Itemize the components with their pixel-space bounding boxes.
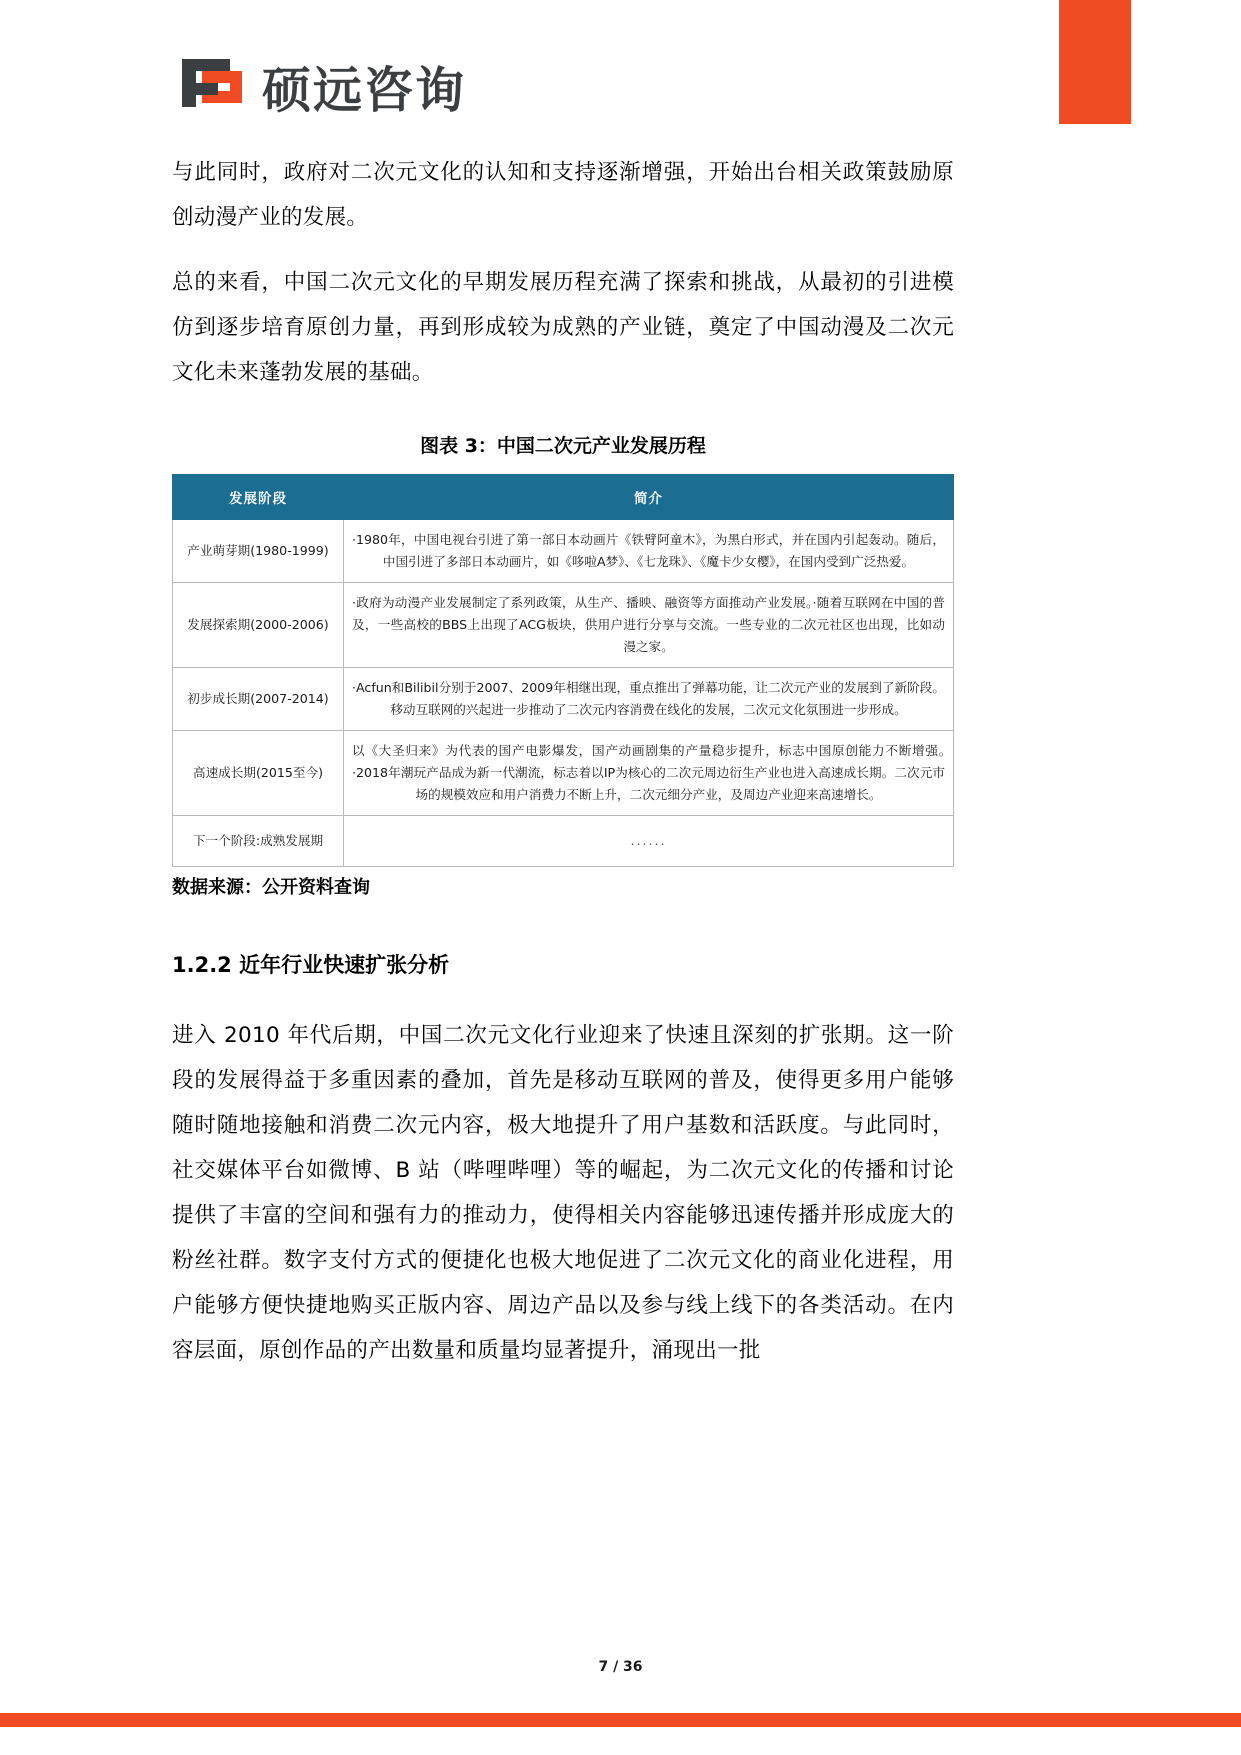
table-row — [173, 520, 954, 583]
data-source-note: 数据来源：公开资料查询 — [172, 877, 370, 898]
exhibit-table — [172, 474, 954, 867]
page-number: 7 / 36 — [598, 1659, 643, 1675]
table-row — [173, 668, 954, 731]
table-row — [173, 731, 954, 816]
cell-description: ·政府为动漫产业发展制定了系列政策，从生产、播映、融资等方面推动产业发展。·随着互联网在中国的普及，一些高校的BBS上出现了ACG板块，供用户进行分享与交流。一些专业的二次元社区也出现，比如动漫之家。 — [344, 583, 954, 668]
cell-description: ·Acfun和Bilibil分别于2007、2009年相继出现，重点推出了弹幕功能，让二次元产业的发展到了新阶段。移动互联网的兴起进一步推动了二次元内容消费在线化的发展，二次元文化氛围进一步形成。 — [344, 668, 954, 731]
section-heading: 1.2.2 近年行业快速扩张分析 — [172, 953, 450, 977]
cell-stage: 高速成长期(2015至今) — [173, 731, 344, 816]
section-paragraph: 进入 2010 年代后期，中国二次元文化行业迎来了快速且深刻的扩张期。这一阶段的发展得益于多重因素的叠加，首先是移动互联网的普及，使得更多用户能够随时随地接触和消费二次元内容，极大地提升了用户基数和活跃度。与此同时，社交媒体平台如微博、B 站（哔哩哔哩）等的崛起，为二次元文化的传播和讨论提供了丰富的空间和强有力的推动力，使得相关内容能够迅速传播并形成庞大的粉丝社群。数字支付方式的便捷化也极大地促进了二次元文化的商业化进程，用户能够方便快捷地购买正版内容、周边产品以及参与线上线下的各类活动。在内容层面，原创作品的产出数量和质量均显著提升，涌现出一批 — [172, 1023, 954, 1363]
cell-stage: 发展探索期(2000-2006) — [173, 583, 344, 668]
paragraph-1: 与此同时，政府对二次元文化的认知和支持逐渐增强，开始出台相关政策鼓励原创动漫产业的发展。 — [172, 160, 954, 230]
table-row — [173, 583, 954, 668]
company-logo — [180, 52, 466, 122]
column-header-description: 简介 — [344, 475, 954, 520]
cell-stage: 下一个阶段:成熟发展期 — [173, 816, 344, 867]
logo-wordmark: 硕远咨询 — [262, 62, 467, 119]
table-header-row — [173, 475, 954, 520]
page-content — [172, 150, 954, 1393]
table-row — [173, 816, 954, 867]
logo-mark-icon — [180, 57, 246, 117]
footer-accent-bar — [0, 1713, 1241, 1727]
paragraph-2: 总的来看，中国二次元文化的早期发展历程充满了探索和挑战，从最初的引进模仿到逐步培育原创力量，再到形成较为成熟的产业链，奠定了中国动漫及二次元文化未来蓬勃发展的基础。 — [172, 270, 954, 385]
cell-description: 以《大圣归来》为代表的国产电影爆发，国产动画剧集的产量稳步提升，标志中国原创能力不断增强。·2018年潮玩产品成为新一代潮流，标志着以IP为核心的二次元周边衍生产业也进入高速成长期。二次元市场的规模效应和用户消费力不断上升，二次元细分产业，及周边产业迎来高速增长。 — [344, 731, 954, 816]
exhibit-caption: 图表 3：中国二次元产业发展历程 — [420, 435, 706, 457]
cell-description: ·1980年，中国电视台引进了第一部日本动画片《铁臂阿童木》，为黑白形式，并在国内引起轰动。随后，中国引进了多部日本动画片，如《哆啦A梦》、《七龙珠》、《魔卡少女樱》，在国内受到广泛热爱。 — [344, 520, 954, 583]
corner-accent-mark — [1059, 0, 1131, 124]
column-header-stage: 发展阶段 — [173, 475, 344, 520]
cell-stage: 产业萌芽期(1980-1999) — [173, 520, 344, 583]
cell-stage: 初步成长期(2007-2014) — [173, 668, 344, 731]
cell-description: ...... — [344, 816, 954, 867]
